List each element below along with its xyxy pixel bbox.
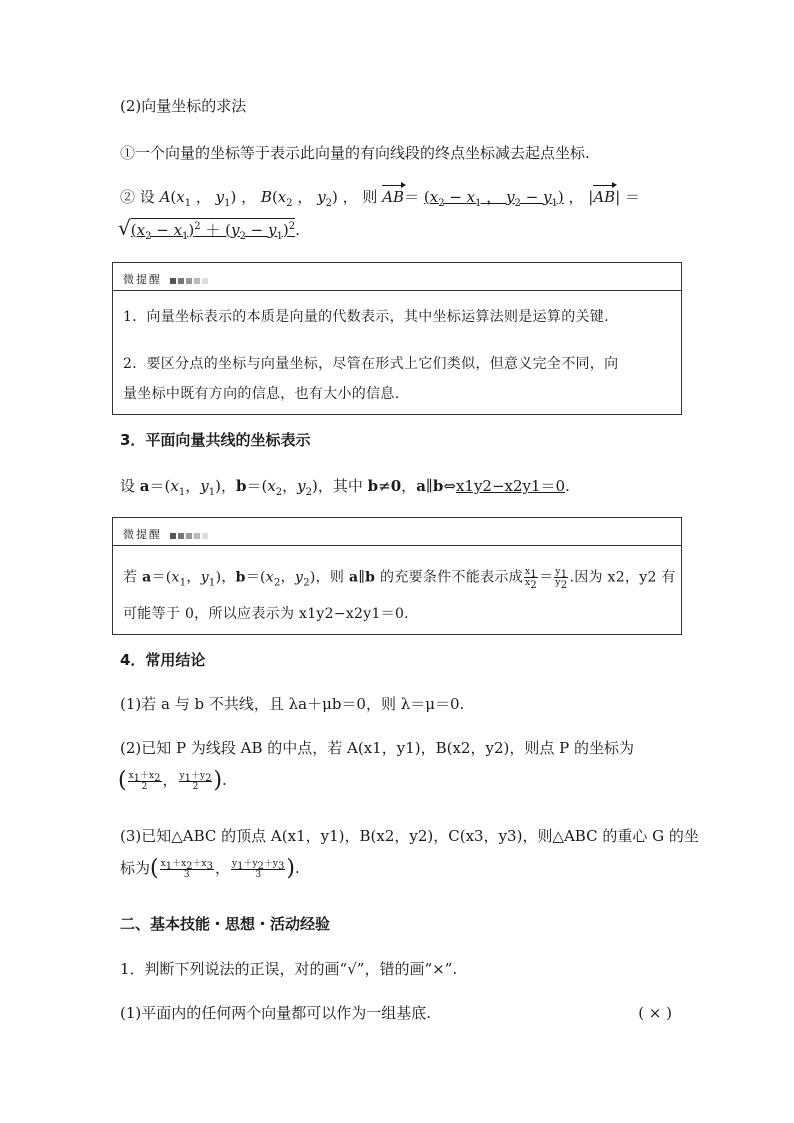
tip2-line1: 若 $a=(x_1$，$y_1$)，$b=(x_2$，$y_2$)，则 a∥b 的充要条件不能表示成 $\frac{x_1}{x_2}$ ＝ $\frac{y_1}{y_2}$ .因为 x2，y2 有: [123, 567, 676, 591]
conclusion-1: (1)若 a 与 b 不共线，且 λa＋μb＝0，则 λ＝μ＝0.: [120, 695, 465, 713]
section-heading-conclusions: 4．常用结论: [120, 651, 206, 669]
answer-collinear: x1y2−x2y1＝0: [455, 477, 566, 495]
tip-box-1: [112, 262, 682, 415]
paragraph-coordinate-formula: ② 设 $A(x_1$ ， $y_1$) ， $B(x_2$ ， $y_2$) ， 则 $AB= (x_2 - x_1$ ， $y_2 - y_1$) ， |AB| ＝: [120, 188, 641, 209]
vector-ab: AB: [382, 188, 405, 206]
centroid-formula: 标为( $\frac{x_1+x_2+x_3}{3}$ ， $\frac{y_1+y_2+y_3}{3}$ ).: [120, 856, 300, 881]
tip1-line2: 2．要区分点的坐标与向量坐标，尽管在形式上它们类似，但意义完全不同，向: [123, 356, 619, 372]
section-heading-collinear: 3．平面向量共线的坐标表示: [120, 431, 311, 449]
answer-q1-1: ( × ): [638, 1004, 672, 1022]
answer-vector-coordinates: ($x_2 - x_1$ ， $y_2 - y_1$): [423, 188, 564, 209]
tip-squares-icon: [170, 274, 210, 287]
tip1-line1: 1．向量坐标表示的本质是向量的代数表示，其中坐标运算法则是运算的关键.: [123, 309, 609, 325]
question-1: 1．判断下列说法的正误，对的画“√”，错的画“×”.: [120, 960, 458, 978]
conclusion-2: (2)已知 P 为线段 AB 的中点，若 A(x1，y1)，B(x2，y2)，则点 P 的坐标为: [120, 739, 634, 757]
formula-prefix: ② 设: [120, 188, 155, 206]
tip-divider: [113, 545, 681, 546]
paragraph-collinear-condition: 设 $a=(x_1$，$y_1$)，$b=(x_2$，$y_2$)，其中 b≠0，a∥b⇔x1y2−x2y1＝0.: [120, 477, 570, 498]
tip-divider: [113, 290, 681, 291]
part-heading-basic-skills: 二、基本技能・思想・活动经验: [120, 915, 331, 933]
formula-magnitude: $√(x_2 - x_1)^2 + (y_2 - y_1)^2$.: [118, 216, 300, 242]
question-1-1: (1)平面内的任何两个向量都可以作为一组基底.: [120, 1004, 432, 1022]
tip1-line3: 量坐标中既有方向的信息，也有大小的信息.: [123, 386, 400, 402]
midpoint-formula: ( $\frac{x_1+x_2}{2}$ ， $\frac{y_1+y_2}{2}$ ).: [118, 768, 227, 793]
section-heading-vector-coordinates: (2)向量坐标的求法: [120, 97, 247, 115]
tip-label: 微提醒: [123, 526, 210, 542]
tip2-line2: 可能等于 0，所以应表示为 x1y2−x2y1＝0.: [123, 606, 409, 622]
conclusion-3: (3)已知△ABC 的顶点 A(x1，y1)，B(x2，y2)，C(x3，y3)，则△ABC 的重心 G 的坐: [120, 827, 699, 845]
tip-squares-icon: [170, 529, 210, 542]
tip-box-2: [112, 517, 682, 635]
paragraph-coordinate-rule: ①一个向量的坐标等于表示此向量的有向线段的终点坐标减去起点坐标.: [120, 144, 590, 162]
tip-label: 微提醒: [123, 271, 210, 287]
